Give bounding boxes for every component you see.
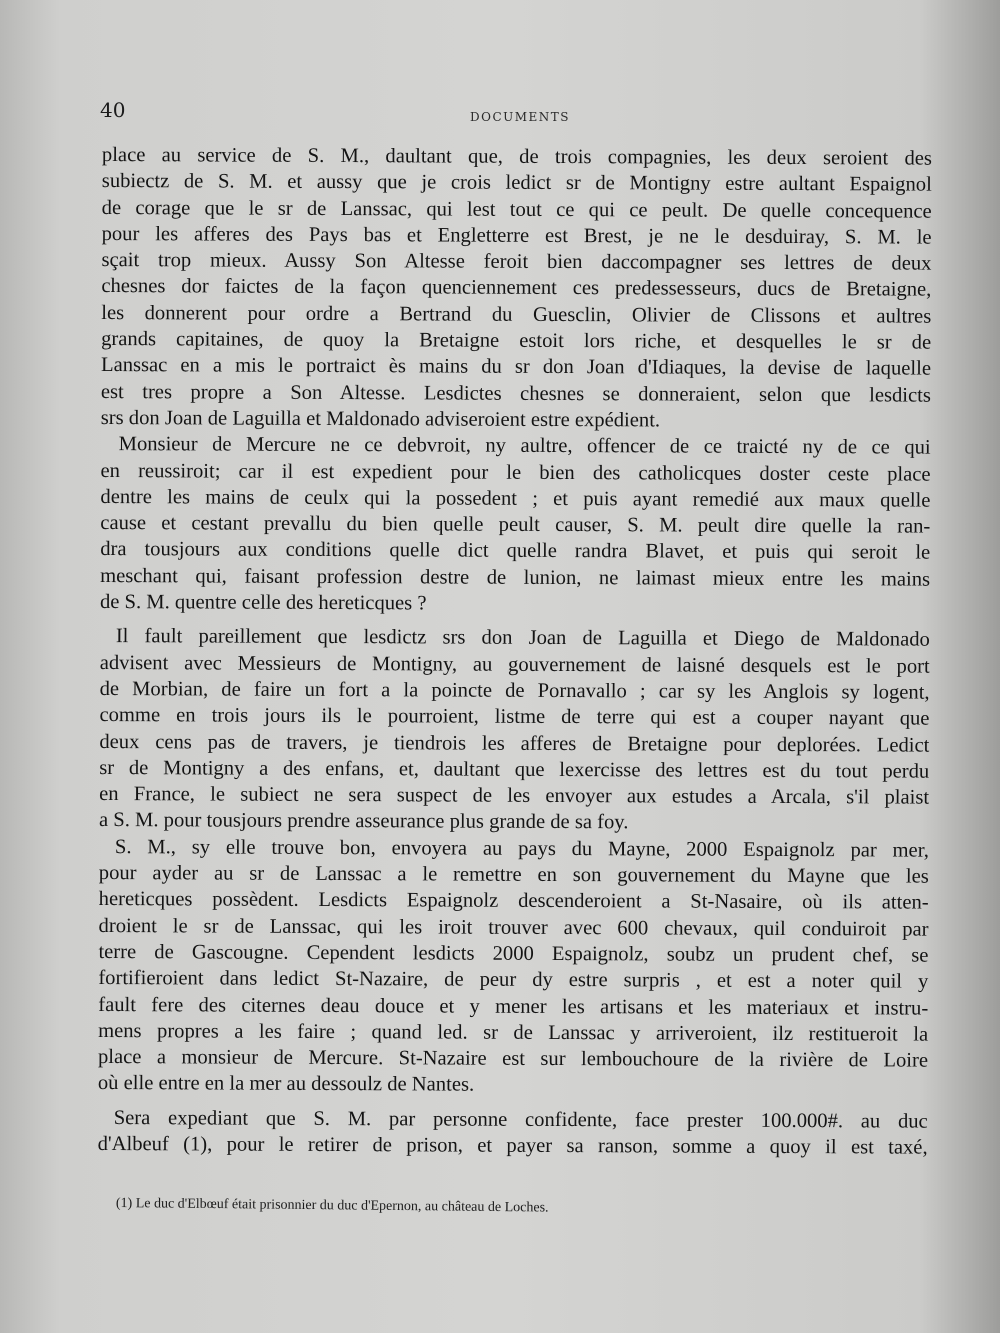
text-line: en France, le subiect ne sera suspect de les envoyer aux estudes a Arcala, s'il plaist [99,783,930,809]
text-line: srs don Joan de Laguilla et Maldonado adviseroient estre expédient. [100,406,661,432]
text-line: de Morbian, de faire un fort a la poincte de Pornavallo ; car sy les Anglois sy logent, [99,677,930,704]
text-line: est tres propre a Son Altesse. Lesdictes chesnes se donneraient, selon que lesdicts [100,380,931,407]
text-line: grands capitaines, de quoy la Bretaigne estoit lors riche, et desquelles le sr de [101,328,932,354]
text-line: place a monsieur de Mercure. St-Nazaire est sur lembouchoure de la rivière de Loire [97,1046,929,1072]
text-line: où elle entre en la mer au dessoulz de Nantes. [97,1072,475,1097]
footnote: (1) Le duc d'Elbœuf était prisonnier du duc d'Epernon, au château de Loches. [115,1196,549,1216]
text-line: chesnes dor faictes de la façon quenciennement ces predessesseurs, ducs de Bretaigne, [101,275,932,302]
text-line: advisent avec Messieurs de Montigny, au gouvernement de laisné desquels est le port [99,651,930,678]
text-line: fortifieroient dans ledict St-Nazaire, de peur dy estre surpris , et est a noter quil y [98,967,929,993]
text-line: sr de Montigny a des enfans, et, daultant que lexercisse des lettres est du tout perdu [99,756,930,783]
text-line: meschant qui, faisant profession destre de lunion, ne laimast mieux entre les mains [100,564,931,591]
text-line: Monsieur de Mercure ne ce debvroit, ny aultre, offencer de ce traicté ny de ce qui [118,433,931,459]
text-line: d'Albeuf (1), pour le retirer de prison, et payer sa ranson, somme a quoy il est taxé, [97,1132,928,1159]
text-line: hereticques possèdent. Lesdicts Espaignolz descenderoient a St-Nasaire, où ils atten- [98,888,929,914]
text-line: place au service de S. M., daultant que, de trois compagnies, les deux seroient des [101,143,932,170]
text-line: mens propres a les faire ; quand led. sr de Lanssac y arriveroient, ilz restitueroit la [98,1019,929,1046]
text-line: les donnerent pour ordre a Bertrand du Guesclin, Olivier de Clissons et aultres [101,301,932,328]
paragraph [98,834,929,1101]
text-line: droient le sr de Lanssac, qui les iroit trouver avec 600 chevaux, quil conduiroit par [98,914,929,941]
text-line: de corage que le sr de Lanssac, qui lest tout ce qui ce peult. De quelle concequence [101,196,932,223]
text-line: Il fault pareillement que lesdictz srs don Joan de Laguilla et Diego de Maldonado [115,625,930,651]
text-line: dentre les mains de ceulx qui la possedent ; et puis ayant remedié aux maux quelle [100,485,931,512]
page-number: 40 [100,98,126,122]
text-line: Sera expediant que S. M. par personne confidente, face prester 100.000#. au duc [113,1106,928,1133]
text-line: terre de Gascougne. Cependent lesdicts 2000 Espaignolz, soubz un prudent chef, se [98,940,929,967]
text-line: pour les afferes des Pays bas et Engletterre est Brest, je ne le desduiray, S. M. le [101,222,932,249]
text-line: S. M., sy elle trouve bon, envoyera au pays du Mayne, 2000 Espaignolz par mer, [114,835,929,862]
text-line: comme en trois jours ils le pourroient, listme de terre qui est a couper nayant que [99,704,930,730]
text-line: de S. M. quentre celle des hereticques ? [99,591,427,615]
body-text [98,142,932,1161]
text-line: pour ayder au sr de Lanssac a le remettre en son gouvernement du Mayne que les [98,862,929,888]
text-line: Lanssac en a mis le portraict ès mains du sr don Joan d'Idiaques, la devise de laquelle [100,354,932,380]
text-line: fault fere des citernes deau douce et y mener les artisans et les materiaux et instru- [98,993,929,1020]
text-line: sçait trop mieux. Aussy Son Altesse feroit bien daccompagner ses lettres de deux [101,249,932,275]
text-line: deux cens pas de travers, je tiendrois les afferes de Bretaigne pour deplorées. Ledict [99,730,930,757]
paragraph [98,1105,928,1161]
paragraph [101,142,932,435]
text-line: dra tousjours aux conditions quelle dict quelle randra Blavet, et puis qui seroit le [100,538,931,565]
text-line: en reussiroit; car il est expedient pour le bien des catholicques doster ceste place [100,459,931,486]
paragraph [99,623,930,837]
running-head: DOCUMENTS [469,110,571,124]
paragraph [100,431,931,619]
text-line: cause et cestant prevallu du bien quelle peult causer, S. M. peult dire quelle la ran- [100,512,931,538]
text-line: subiectz de S. M. et aussy que je crois ledict sr de Montigny estre aultant Espaignol [101,170,932,196]
text-line: a S. M. pour tousjours prendre asseurance plus grande de sa foy. [98,809,629,834]
page-header [100,98,940,128]
